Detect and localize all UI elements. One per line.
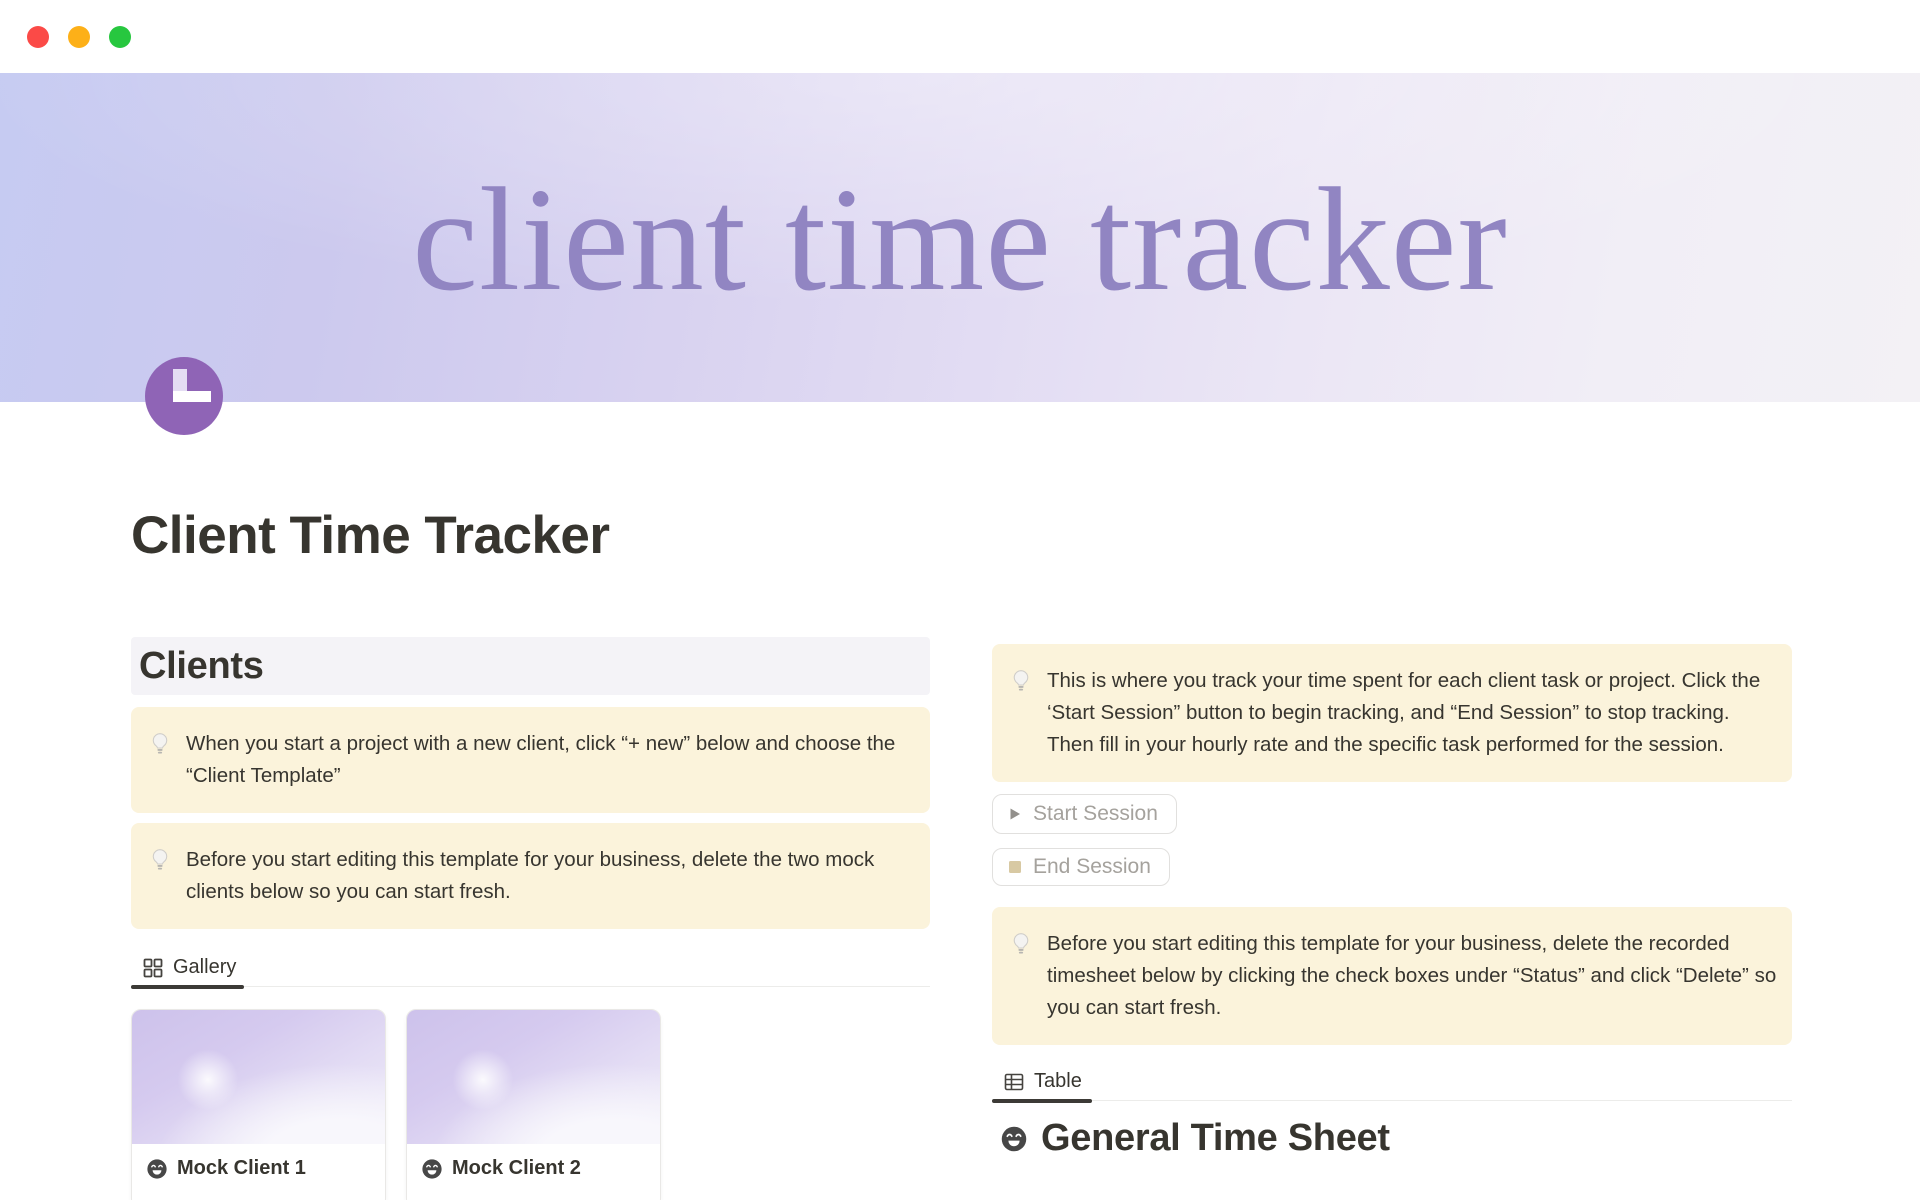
general-time-sheet-title: General Time Sheet — [1041, 1117, 1390, 1159]
callout-text: Before you start editing this template for your business, delete the two mock clients below so you can start fresh. — [186, 848, 875, 903]
close-button[interactable] — [27, 26, 49, 48]
client-card-mock-1[interactable] — [131, 1009, 386, 1200]
tab-table[interactable] — [992, 1063, 1082, 1100]
page-title: Client Time Tracker — [131, 506, 610, 565]
start-session-label: Start Session — [1033, 802, 1158, 825]
callout-text: This is where you track your time spent for each client task or project. Click the ‘Start Session” button to begin tracking, and “End Session” to stop tracking. Then fill in your hourly rate and the specific task performed for the session. — [1047, 669, 1761, 756]
tab-gallery[interactable] — [131, 949, 236, 986]
tab-gallery-label: Gallery — [173, 956, 237, 978]
clients-section-header: Clients — [131, 637, 930, 695]
clients-column — [131, 637, 930, 1200]
callout-text: Before you start editing this template for your business, delete the recorded timesheet below by clicking the check boxes under “Status” and click “Delete” so you can start fresh. — [1047, 932, 1777, 1019]
callout-delete-timesheet-tip — [992, 907, 1792, 1045]
callout-delete-clients-tip — [131, 823, 930, 929]
callout-session-tracking-tip — [992, 644, 1792, 782]
zoom-button[interactable] — [109, 26, 131, 48]
start-session-button[interactable] — [992, 794, 1177, 834]
active-tab-underline — [992, 1099, 1092, 1103]
client-card-cover — [132, 1010, 385, 1144]
cover-banner-title: client time tracker — [412, 158, 1508, 322]
client-card-mock-2[interactable] — [406, 1009, 661, 1200]
active-tab-underline — [131, 985, 244, 989]
client-card-title: Mock Client 1 — [177, 1157, 306, 1179]
stop-icon — [1008, 860, 1022, 874]
bulb-icon — [1008, 931, 1034, 957]
end-session-button[interactable] — [992, 848, 1170, 886]
client-card-title: Mock Client 2 — [452, 1157, 581, 1179]
end-session-label: End Session — [1033, 855, 1151, 878]
minimize-button[interactable] — [68, 26, 90, 48]
tab-table-label: Table — [1034, 1070, 1082, 1092]
table-view-tabrow — [992, 1063, 1792, 1101]
smiley-emoji — [421, 1158, 443, 1180]
time-tracking-column — [992, 637, 1792, 1160]
gallery-view-tabrow — [131, 949, 930, 987]
smiley-emoji — [1000, 1125, 1028, 1153]
window-titlebar — [0, 0, 1920, 73]
general-time-sheet-heading — [992, 1117, 1792, 1160]
play-icon — [1008, 807, 1022, 821]
cover-banner — [0, 73, 1920, 402]
clock-icon[interactable] — [145, 357, 223, 435]
callout-text: When you start a project with a new client, click “+ new” below and choose the “Client Template” — [186, 732, 896, 787]
callout-new-client-tip — [131, 707, 930, 813]
client-card-cover — [407, 1010, 660, 1144]
smiley-emoji — [146, 1158, 168, 1180]
content-columns — [131, 637, 1920, 1200]
table-icon — [1004, 1072, 1024, 1092]
bulb-icon — [147, 847, 173, 873]
bulb-icon — [147, 731, 173, 757]
gallery-icon — [143, 958, 163, 978]
client-card-gallery — [131, 1009, 930, 1200]
bulb-icon — [1008, 668, 1034, 694]
